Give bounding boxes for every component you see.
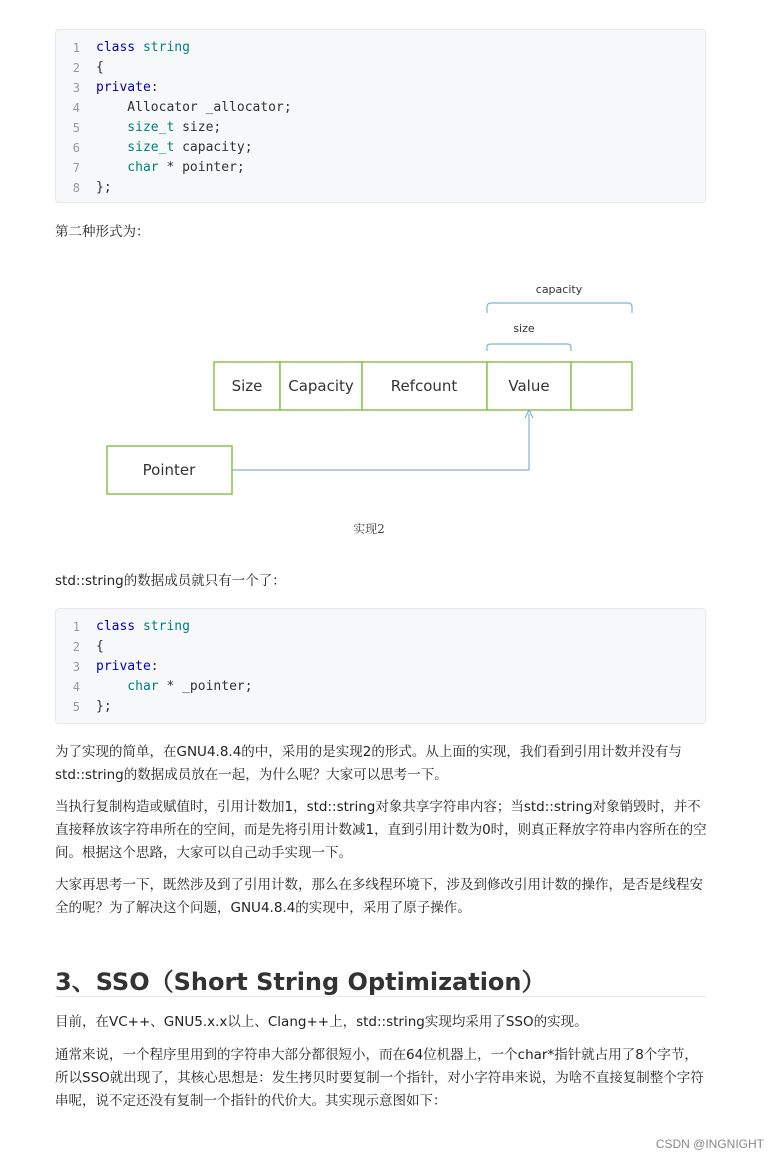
code-text: private:: [96, 659, 159, 674]
section-heading: 3、SSO（Short String Optimization）: [55, 962, 706, 997]
code-text: char * _pointer;: [96, 679, 253, 694]
line-number: 4: [72, 680, 80, 694]
code-block-2: [55, 608, 706, 724]
line-number: 5: [72, 121, 80, 135]
footer-credit: CSDN @INGNIGHT: [655, 1137, 764, 1151]
code-text: };: [96, 699, 112, 714]
code-text: class string: [96, 619, 190, 634]
code-text: {: [96, 60, 104, 75]
code-text: {: [96, 639, 104, 654]
paragraph-3: 大家再思考一下，既然涉及到了引用计数，那么在多线程环境下，涉及到修改引用计数的操作，是否是线程安全的呢？为了解决这个问题，GNU4.8.4的实现中，采用了原子操作。: [55, 877, 703, 916]
line-number: 3: [72, 660, 80, 674]
size-label: size: [513, 322, 535, 335]
cell-capacity: Capacity: [288, 377, 354, 395]
line-number: 7: [72, 161, 80, 175]
line-number: 2: [72, 640, 80, 654]
pointer-arrow: [232, 414, 529, 470]
paragraph-1: 为了实现的简单，在GNU4.8.4的中，采用的是实现2的形式。从上面的实现，我们看到引用计数并没有与std::string的数据成员放在一起，为什么呢？大家可以思考一下。: [55, 744, 682, 783]
text-second-form: 第二种形式为：: [55, 224, 150, 240]
line-number: 1: [72, 620, 80, 634]
paragraph-5: 通常来说，一个程序里用到的字符串大部分都很短小，而在64位机器上，一个char*指针就占用了8个字节，所以SSO就出现了，其核心思想是：发生拷贝时要复制一个指针，对小字符串来说，为啥不直接复制整个字符串呢，说不定还没有复制一个指针的代价大。其实现示意图如下：: [55, 1047, 704, 1109]
code-block-1: [55, 29, 706, 203]
paragraph-4: 目前，在VC++、GNU5.x.x以上、Clang++上，std::string实现均采用了SSO的实现。: [55, 1014, 588, 1030]
line-number: 1: [72, 41, 80, 55]
text-member: std::string的数据成员就只有一个了：: [55, 573, 286, 589]
code-text: size_t capacity;: [96, 140, 253, 155]
cell-refcount: Refcount: [390, 377, 458, 395]
pointer-label: Pointer: [142, 461, 196, 479]
diagram-caption: 实现2: [353, 522, 385, 536]
code-text: char * pointer;: [96, 160, 245, 175]
cell-value: Value: [508, 377, 550, 395]
capacity-label: capacity: [535, 283, 583, 296]
cell-size: Size: [231, 377, 263, 395]
code-text: size_t size;: [96, 120, 222, 135]
code-text: class string: [96, 40, 190, 55]
line-number: 3: [72, 81, 80, 95]
code-text: private:: [96, 80, 159, 95]
line-number: 2: [72, 61, 80, 75]
line-number: 5: [72, 700, 80, 714]
line-number: 8: [72, 181, 80, 195]
string-layout-diagram: [0, 270, 778, 590]
code-text: };: [96, 180, 112, 195]
line-number: 6: [72, 141, 80, 155]
code-text: Allocator _allocator;: [96, 100, 292, 115]
line-number: 4: [72, 101, 80, 115]
cell-box-empty: [571, 362, 632, 410]
paragraph-2: 当执行复制构造或赋值时，引用计数加1，std::string对象共享字符串内容；当std::string对象销毁时，并不直接释放该字符串所在的空间，而是先将引用计数减1，直到引用计数为0时，则真正释放字符串内容所在的空间。根据这个思路，大家可以自己动手实现一下。: [55, 799, 707, 861]
